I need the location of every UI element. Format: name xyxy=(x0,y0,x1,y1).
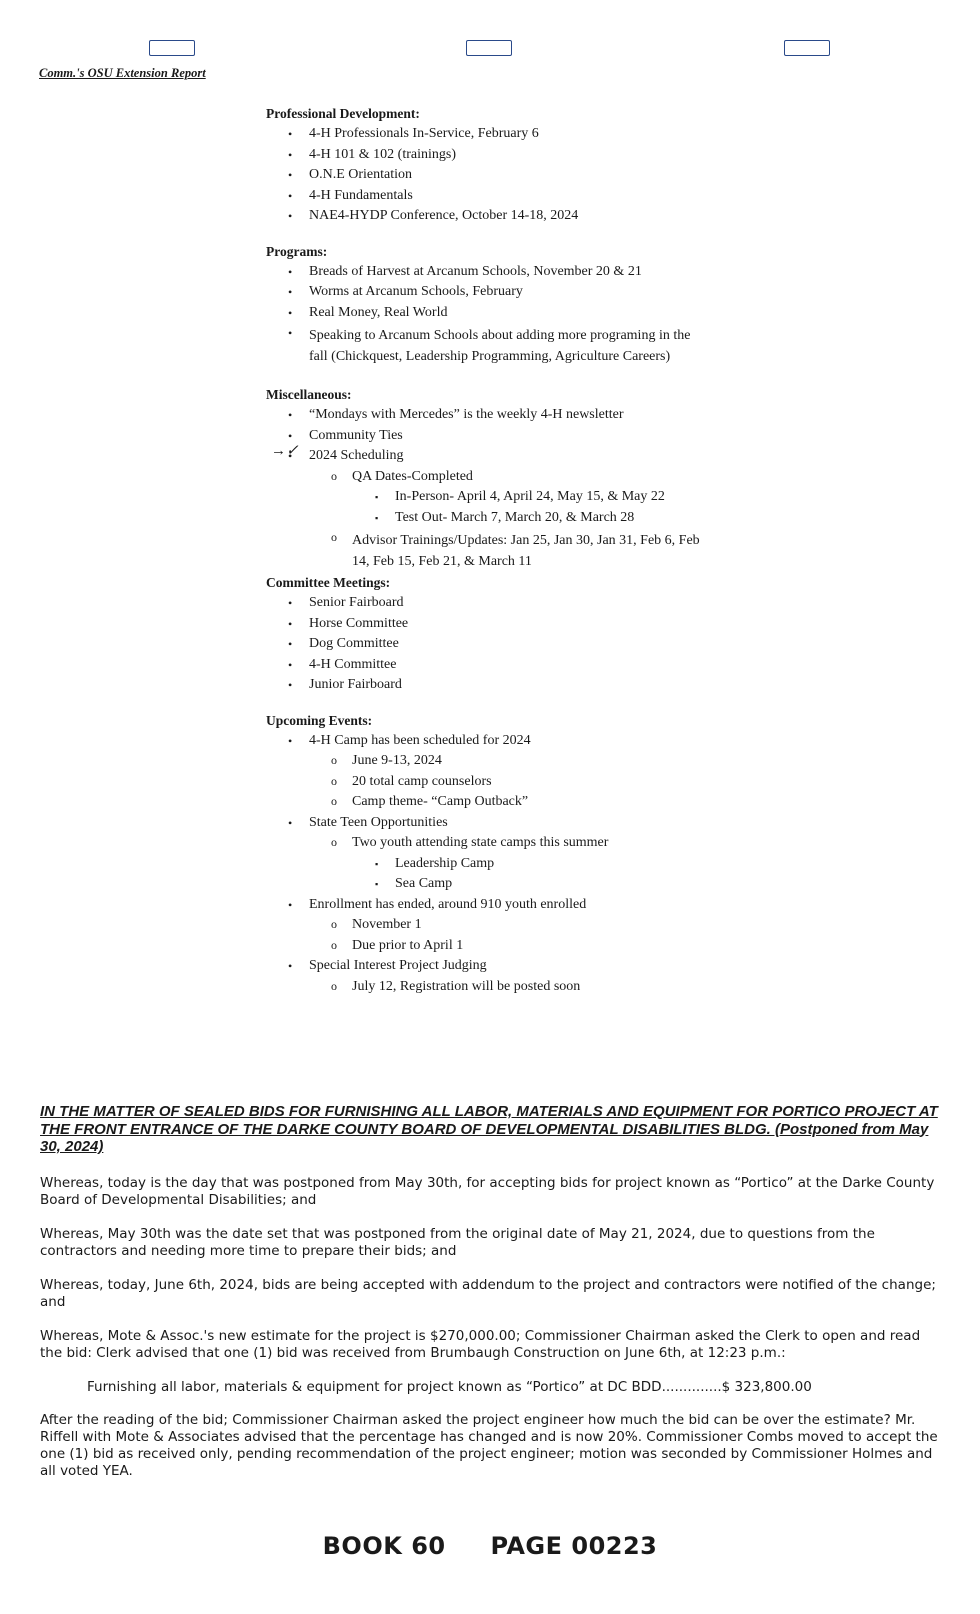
check-mark: →✓ xyxy=(271,443,299,459)
list-item: • Senior Fairboard xyxy=(266,593,706,614)
report-header-title: Comm.'s OSU Extension Report xyxy=(39,66,206,80)
list-item: • 4-H Professionals In-Service, February 6 xyxy=(266,124,706,145)
list-item-label: State Teen Opportunities xyxy=(309,814,448,830)
section-professional-development xyxy=(266,106,706,227)
section-title: Miscellaneous: xyxy=(266,387,352,402)
matter-sealed-bids xyxy=(40,1103,940,1497)
list-item: • Breads of Harvest at Arcanum Schools, November 20 & 21 xyxy=(266,262,706,283)
list-item: • Real Money, Real World xyxy=(266,303,706,324)
list-item-label: QA Dates-Completed xyxy=(352,468,473,484)
list-item: • Dog Committee xyxy=(266,634,706,655)
punch-hole-center xyxy=(466,40,512,56)
section-committee-meetings xyxy=(266,575,706,696)
paragraph: Whereas, today is the day that was postponed from May 30th, for accepting bids for project known as “Portico” at the Darke County Board of Developmental Disabilities; and xyxy=(40,1174,935,1208)
list-item: o Due prior to April 1 xyxy=(309,936,706,957)
book-number: BOOK 60 xyxy=(322,1532,446,1560)
list-item: ▪ Test Out- March 7, March 20, & March 28 xyxy=(352,508,706,529)
list-item: • Community Ties xyxy=(266,426,706,447)
list-item: • “Mondays with Mercedes” is the weekly 4-H newsletter xyxy=(266,405,706,426)
list-item: ▪ In-Person- April 4, April 24, May 15, & May 22 xyxy=(352,487,706,508)
list-item: • O.N.E Orientation xyxy=(266,165,706,186)
list-item: • Speaking to Arcanum Schools about adding more programing in the fall (Chickquest, Leadership Programming, Agriculture Careers) xyxy=(266,323,706,370)
list-item xyxy=(266,956,706,997)
section-title: Programs: xyxy=(266,243,328,259)
extension-report xyxy=(266,106,706,997)
paragraph: Whereas, May 30th was the date set that was postponed from the original date of May 21, 2024, due to questions from the contractors and needing more time to prepare their bids; and xyxy=(40,1225,875,1259)
list-item-label: Two youth attending state camps this summer xyxy=(352,835,609,850)
list-item-label: Special Interest Project Judging xyxy=(309,958,487,973)
list-item: ▪ Sea Camp xyxy=(352,874,706,895)
list-item: o June 9-13, 2024 xyxy=(309,751,706,772)
punch-hole-right xyxy=(784,40,830,56)
section-title: Committee Meetings: xyxy=(266,575,391,590)
list-item xyxy=(266,813,706,895)
list-item: • 4-H 101 & 102 (trainings) xyxy=(266,145,706,166)
paragraph: Whereas, today, June 6th, 2024, bids are being accepted with addendum to the project and contractors were notified of the change; and xyxy=(40,1276,936,1310)
list-item xyxy=(309,833,706,895)
section-upcoming-events xyxy=(266,713,706,998)
bid-line: Furnishing all labor, materials & equipment for project known as “Portico” at DC BDD..............$ 323,800.00 xyxy=(87,1378,812,1395)
punch-hole-left xyxy=(149,40,195,56)
section-miscellaneous xyxy=(266,387,706,575)
list-item xyxy=(309,467,706,529)
list-item: • NAE4-HYDP Conference, October 14-18, 2024 xyxy=(266,206,706,227)
list-item: • 4-H Fundamentals xyxy=(266,186,706,207)
list-item: • Horse Committee xyxy=(266,614,706,635)
list-item: o 20 total camp counselors xyxy=(309,772,706,793)
list-item: o November 1 xyxy=(309,915,706,936)
list-item: o Advisor Trainings/Updates: Jan 25, Jan 30, Jan 31, Feb 6, Feb 14, Feb 15, Feb 21, & March 11 xyxy=(309,528,706,575)
list-item xyxy=(266,446,706,575)
list-item-label: 4-H Camp has been scheduled for 2024 xyxy=(309,732,531,748)
list-item: ▪ Leadership Camp xyxy=(352,854,706,875)
section-programs xyxy=(266,244,706,371)
list-item: • Worms at Arcanum Schools, February xyxy=(266,282,706,303)
list-item: • Junior Fairboard xyxy=(266,675,706,696)
matter-title: IN THE MATTER OF SEALED BIDS FOR FURNISHING ALL LABOR, MATERIALS AND EQUIPMENT FOR PORTICO PROJECT AT THE FRONT ENTRANCE OF THE DARKE COUNTY BOARD OF DEVELOPMENTAL DISABILITIES BLDG. (Postponed from May 30, 2024) xyxy=(40,1103,938,1155)
list-item xyxy=(266,895,706,957)
section-title: Upcoming Events: xyxy=(266,712,373,728)
paragraph: Whereas, Mote & Assoc.'s new estimate for the project is $270,000.00; Commissioner Chairman asked the Clerk to open and read the bid: Clerk advised that one (1) bid was received from Brumbaugh Construction on June 6th, at 12:23 p.m.: xyxy=(40,1327,921,1361)
list-item: o Camp theme- “Camp Outback” xyxy=(309,792,706,813)
book-page-footer xyxy=(0,1532,980,1560)
list-item: • 4-H Committee xyxy=(266,655,706,676)
list-item xyxy=(266,731,706,813)
section-title: Professional Development: xyxy=(266,106,420,121)
list-item-label: Enrollment has ended, around 910 youth enrolled xyxy=(309,896,587,912)
list-item: o July 12, Registration will be posted soon xyxy=(309,977,706,998)
paragraph: After the reading of the bid; Commissioner Chairman asked the project engineer how much the bid can be over the estimate? Mr. Riffell with Mote & Associates advised that the percentage has changed and is now 20%. Commissioner Combs moved to accept the one (1) bid as received only, pending recommendation of the project engineer; motion was seconded by Commissioner Holmes and all voted YEA. xyxy=(40,1411,938,1479)
list-item-label: 2024 Scheduling xyxy=(309,448,404,463)
page-number: PAGE 00223 xyxy=(490,1532,658,1560)
